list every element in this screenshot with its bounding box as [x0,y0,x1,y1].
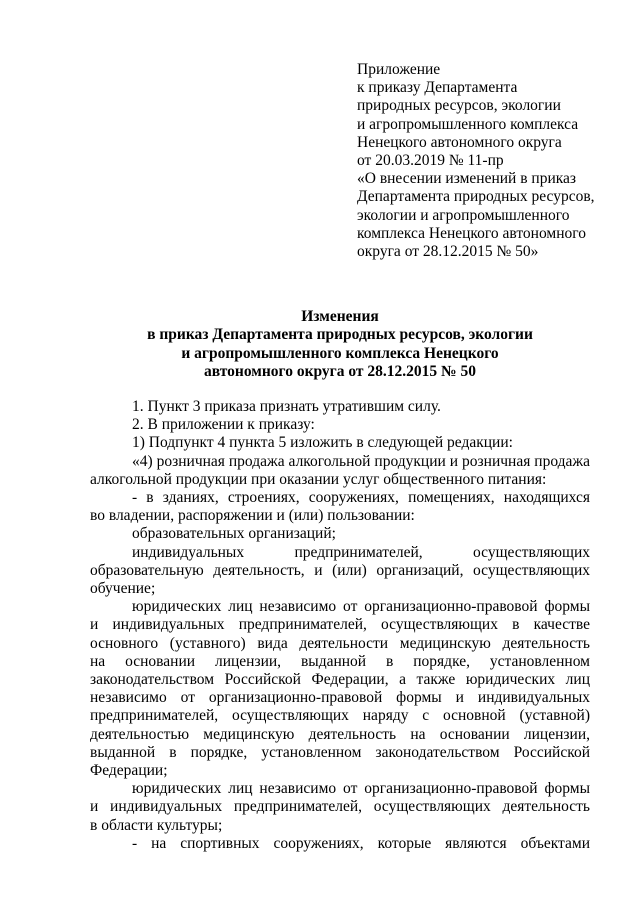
appendix-line: экологии и агропромышленного [357,206,570,224]
body-line: на основании лицензии, выданной в порядке, установленном [90,652,590,670]
body-line: и индивидуальных предпринимателей, осуществляющих в качестве [90,616,590,634]
body-line: 1) Подпункт 4 пункта 5 изложить в следующей редакции: [132,434,513,452]
body-line: образовательных организаций; [132,525,336,543]
title-line: Изменения [301,308,379,325]
body-line: деятельностью медицинскую деятельность на основании лицензии, [90,725,590,743]
body-line: юридических лиц независимо от организационно-правовой формы [132,598,590,616]
body-line: юридических лиц независимо от организационно-правовой формы [132,780,590,798]
body-line: во владении, распоряжении и (или) пользовании: [90,507,415,525]
body-line: алкогольной продукции при оказании услуг общественного питания: [90,470,547,488]
title-line: автономного округа от 28.12.2015 № 50 [204,362,476,380]
body-line: - на спортивных сооружениях, которые являются объектами [132,834,590,852]
body-line: образовательную деятельность, и (или) организаций, осуществляющих [90,561,590,579]
body-line: - в зданиях, строениях, сооружениях, помещениях, находящихся [132,489,590,507]
appendix-line: от 20.03.2019 № 11-пр [357,152,504,170]
body-line: Федерации; [90,762,168,780]
appendix-line: округа от 28.12.2015 № 50» [357,243,539,261]
appendix-line: комплекса Ненецкого автономного [357,224,586,242]
body-line: выданной в порядке, установленном законодательством Российской [90,743,590,761]
appendix-line: к приказу Департамента [357,79,518,97]
body-line: обучение; [90,580,156,598]
body-line: 2. В приложении к приказу: [132,416,315,434]
document-title [90,308,590,381]
body-line: законодательством Российской Федерации, а также юридических лиц [90,671,590,689]
body-line: в области культуры; [90,816,223,834]
title-line: и агропромышленного комплекса Ненецкого [181,344,499,362]
appendix-line: «О внесении изменений в приказ [357,170,577,188]
body-line: предпринимателей, осуществляющих наряду с основной (уставной) [90,707,590,725]
document-body [90,398,590,853]
appendix-line: природных ресурсов, экологии [357,97,561,115]
body-line: 1. Пункт 3 приказа признать утратившим силу. [132,398,441,415]
body-line: и индивидуальных предпринимателей, осуществляющих деятельность [90,798,590,816]
appendix-line: Приложение [357,61,441,78]
appendix-header [357,61,595,261]
body-line: индивидуальных предпринимателей, осуществляющих [132,543,590,561]
body-line: «4) розничная продажа алкогольной продукции и розничная продажа [132,452,590,470]
appendix-line: и агропромышленного комплекса [357,115,579,133]
appendix-line: Департамента природных ресурсов, [357,188,595,206]
body-line: основного (уставного) вида деятельности медицинскую деятельность [90,634,590,652]
title-line: в приказ Департамента природных ресурсов, экологии [147,326,533,344]
appendix-line: Ненецкого автономного округа [357,133,562,151]
body-line: независимо от организационно-правовой формы и индивидуальных [90,689,590,707]
